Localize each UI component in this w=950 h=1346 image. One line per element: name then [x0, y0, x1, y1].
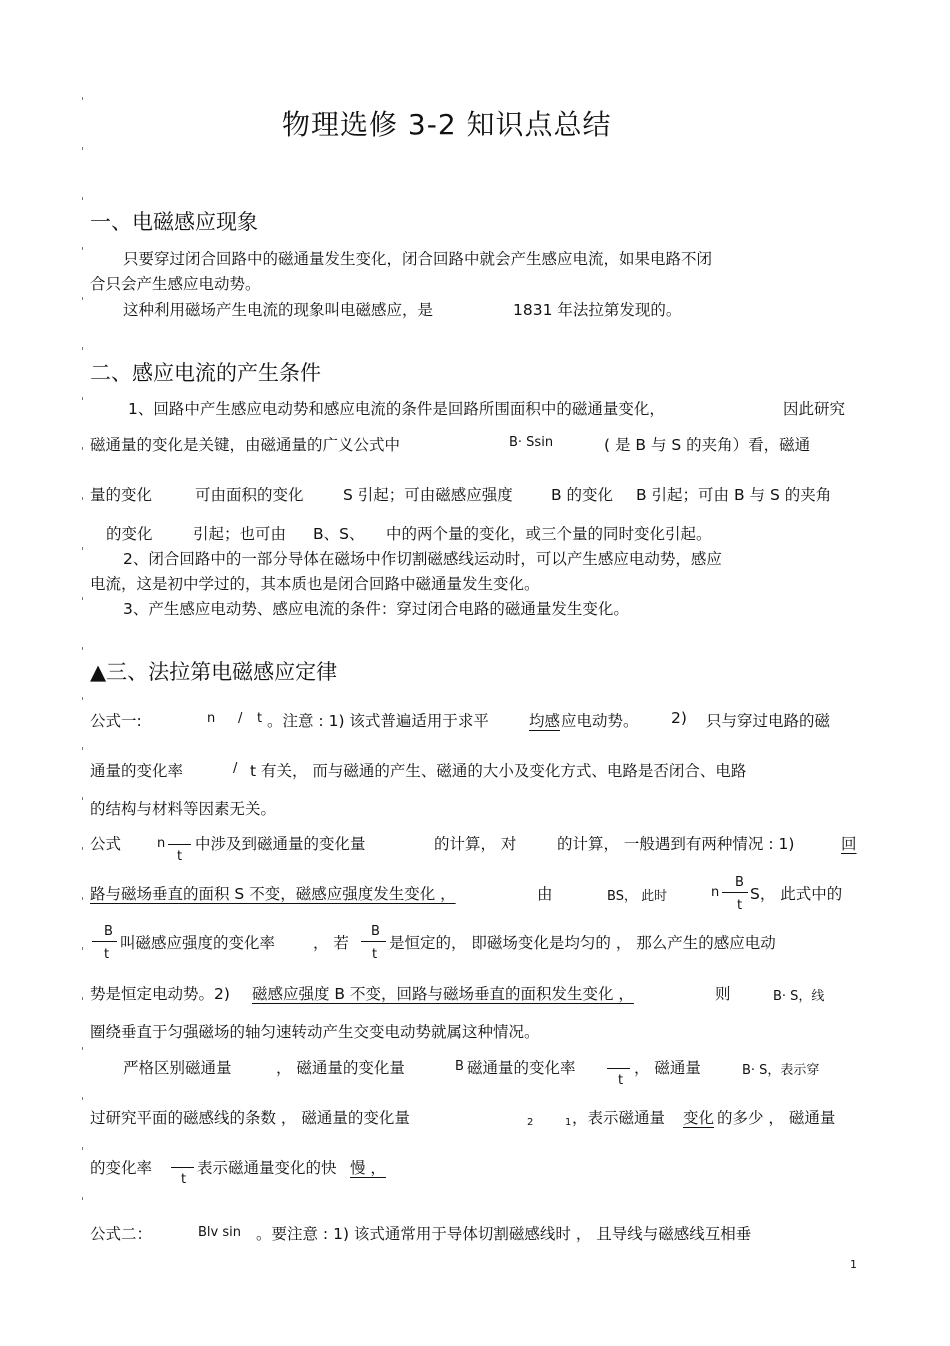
- s3-line-10c: 的多少 ， 磁通量: [717, 1109, 836, 1127]
- s3-line-2-slash: /: [233, 761, 238, 776]
- s2-line-1a: 1、回路中产生感应电动势和感应电流的条件是回路所围面积中的磁通量变化，: [128, 400, 665, 418]
- s1-paragraph-1-line-1: 只要穿过闭合回路中的磁通量发生变化，闭合回路中就会产生感应电流，如果电路不闭: [123, 250, 713, 268]
- formula-1-note-underline: 均感: [529, 712, 561, 730]
- page-title: 物理选修 3-2 知识点总结: [282, 108, 612, 141]
- s2-line-3e: B 引起；可由 B 与 S 的夹角: [636, 486, 832, 504]
- s3-line-5c: S， 此式中的: [750, 885, 843, 903]
- s3-line-7c: B· S，线: [773, 989, 825, 1004]
- s3-line-4b: 中涉及到磁通量的变化量: [195, 835, 366, 853]
- s3-line-11-underline: 慢 ，: [350, 1159, 386, 1177]
- s3-line-6b: ， 若: [313, 934, 349, 952]
- s3-line-7-underline: 磁感应强度 B 不变，回路与磁场垂直的面积发生变化 ，: [252, 985, 634, 1003]
- s3-line-9b: ， 磁通量的变化量: [276, 1059, 405, 1077]
- s3-line-9a: 严格区别磁通量: [123, 1059, 232, 1077]
- formula-2-label: 公式二：: [90, 1225, 153, 1243]
- s3-line-7b: 则: [715, 985, 731, 1003]
- s3-line-6c: 是恒定的， 即磁场变化是均匀的 ， 那么产生的感应电动: [389, 934, 776, 952]
- s2-line-7: 3、产生感应电动势、感应电流的条件：穿过闭合电路的磁通量发生变化。: [123, 600, 629, 618]
- s3-line-10-sub2: 2: [527, 1117, 534, 1128]
- fraction-bar: [607, 1068, 630, 1069]
- fraction-bar: [168, 844, 191, 845]
- s3-line-10b: ，表示磁通量: [572, 1109, 666, 1127]
- s2-line-3b: 可由面积的变化: [195, 486, 304, 504]
- fraction-bar: [361, 941, 386, 942]
- s3-line-10-sub1: 1: [565, 1117, 572, 1128]
- s3-line-5-n: n: [711, 885, 720, 900]
- section-1-heading: 一、电磁感应现象: [90, 210, 258, 234]
- s3-line-9c: B: [455, 1059, 464, 1074]
- s3-line-9d: 磁通量的变化率: [467, 1059, 576, 1077]
- formula-1-t: t: [257, 711, 263, 726]
- section-2-heading: 二、感应电流的产生条件: [90, 361, 321, 385]
- s3-line-9f: B· S，表示穿: [742, 1063, 820, 1078]
- s3-line-6-B: B: [104, 924, 113, 939]
- s3-line-4-n: n: [157, 836, 166, 851]
- formula-1-slash: /: [238, 711, 243, 726]
- s3-line-6-B2: B: [371, 924, 380, 939]
- fraction-bar: [92, 941, 117, 942]
- s2-line-1b: 因此研究: [783, 400, 846, 418]
- s3-line-10a: 过研究平面的磁感线的条数 ， 磁通量的变化量: [90, 1109, 410, 1127]
- s3-line-8: 圈绕垂直于匀强磁场的轴匀速转动产生交变电动势就属这种情况。: [90, 1023, 540, 1041]
- formula-2-note: 。要注意 : 1) 该式通常用于导体切割磁感线时 ， 且导线与磁感线互相垂: [256, 1225, 752, 1243]
- s2-line-3c: S 引起；可由磁感应强度: [343, 486, 513, 504]
- fraction-bar: [722, 892, 748, 893]
- section-3-heading: ▲三、法拉第电磁感应定律: [90, 660, 338, 684]
- s2-line-4c: B、S、: [313, 525, 365, 543]
- s3-line-2b: t 有关， 而与磁通的产生、磁通的大小及变化方式、电路是否闭合、电路: [250, 762, 747, 780]
- s2-line-6: 电流，这是初中学过的，其本质也是闭合回路中磁通量发生变化。: [90, 575, 540, 593]
- s3-line-6-t2: t: [372, 947, 378, 962]
- s3-line-4d: 的计算， 一般遇到有两种情况 : 1): [557, 835, 795, 853]
- s2-line-3d: B 的变化: [551, 486, 614, 504]
- s2-line-3a: 量的变化: [90, 486, 153, 504]
- s2-line-4a: 的变化: [106, 525, 153, 543]
- s3-line-5b: BS， 此时: [607, 889, 668, 904]
- s3-line-11-t: t: [181, 1172, 187, 1187]
- s1-paragraph-1-line-2: 合只会产生感应电动势。: [90, 275, 261, 293]
- formula-1-note-c: 2): [671, 709, 687, 727]
- s3-line-9-t: t: [618, 1073, 624, 1088]
- formula-1-note-a: 。注意 : 1) 该式普遍适用于求平: [267, 712, 489, 730]
- s3-line-2a: 通量的变化率: [90, 762, 184, 780]
- s3-line-5-B: B: [735, 875, 744, 890]
- s2-line-4b: 引起；也可由: [193, 525, 287, 543]
- s3-line-11b: 表示磁通量变化的快: [197, 1159, 337, 1177]
- formula-1-label: 公式一:: [90, 712, 142, 730]
- s2-line-2a: 磁通量的变化是关键，由磁通量的广义公式中: [90, 436, 401, 454]
- s2-flux-formula: B· Ssin: [509, 435, 554, 450]
- s3-line-4-underline: 回: [841, 835, 857, 853]
- s3-line-3: 的结构与材料等因素无关。: [90, 800, 277, 818]
- s3-line-9e: ， 磁通量: [634, 1059, 701, 1077]
- s2-line-5: 2、闭合回路中的一部分导体在磁场中作切割磁感线运动时，可以产生感应电动势，感应: [123, 550, 722, 568]
- s2-line-4d: 中的两个量的变化，或三个量的同时变化引起。: [386, 525, 712, 543]
- s3-line-7a: 势是恒定电动势。2): [90, 985, 230, 1003]
- s2-line-2c: ( 是 B 与 S 的夹角）看，磁通: [604, 436, 811, 454]
- s3-line-5-t: t: [737, 898, 743, 913]
- s3-line-4a: 公式: [90, 835, 122, 853]
- formula-1-n: n: [207, 711, 216, 726]
- s3-line-6-t: t: [104, 947, 110, 962]
- page-number: 1: [850, 1258, 857, 1271]
- s3-line-4c: 的计算， 对: [434, 835, 517, 853]
- s3-line-5a: 由: [537, 885, 553, 903]
- s1-paragraph-2-a: 这种利用磁场产生电流的现象叫电磁感应，是: [123, 301, 434, 319]
- formula-1-note-d: 只与穿过电路的磁: [706, 712, 831, 730]
- s3-line-4-t: t: [177, 849, 183, 864]
- s3-line-11a: 的变化率: [90, 1159, 153, 1177]
- s3-line-5-underline: 路与磁场垂直的面积 S 不变，磁感应强度发生变化 ，: [90, 885, 456, 903]
- formula-2-expr: Blv sin: [198, 1225, 241, 1240]
- fraction-bar: [171, 1167, 194, 1168]
- s1-paragraph-2-b: 1831 年法拉第发现的。: [513, 301, 682, 319]
- s3-line-6a: 叫磁感应强度的变化率: [120, 934, 276, 952]
- formula-1-note-b: 应电动势。: [561, 712, 639, 730]
- s3-line-10-underline: 变化: [683, 1109, 715, 1127]
